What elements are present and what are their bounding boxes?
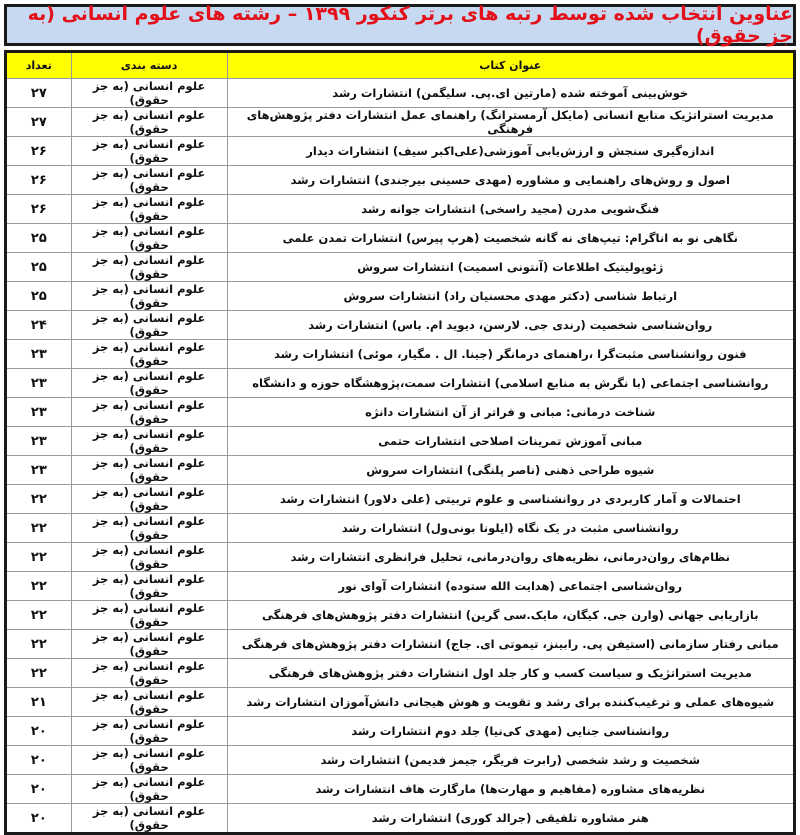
table-row	[6, 543, 795, 572]
book-title-cell: هنر مشاوره تلفیقی (جرالد کوری) انتشارات رشد	[227, 804, 794, 834]
count-cell: ۲۰	[6, 746, 72, 775]
table-row	[6, 340, 795, 369]
category-cell: علوم انسانی (به جز حقوق)	[71, 253, 227, 282]
count-cell: ۲۰	[6, 717, 72, 746]
book-title-cell: شیوه طراحی ذهنی (ناصر پلنگی) انتشارات سروش	[227, 456, 794, 485]
category-cell: علوم انسانی (به جز حقوق)	[71, 427, 227, 456]
book-title-cell: مدیریت استراتژیک منابع انسانی (مایکل آرمسترانگ) راهنمای عمل انتشارات دفتر پژوهش‌های فرهنگی	[227, 108, 794, 137]
book-title-cell: ژئوپولیتیک اطلاعات (آنتونی اسمیت) انتشارات سروش	[227, 253, 794, 282]
count-cell: ۲۶	[6, 166, 72, 195]
count-cell: ۲۶	[6, 137, 72, 166]
count-cell: ۲۵	[6, 253, 72, 282]
table-row	[6, 659, 795, 688]
count-cell: ۲۳	[6, 456, 72, 485]
table-row	[6, 456, 795, 485]
table-row	[6, 369, 795, 398]
count-cell: ۲۶	[6, 195, 72, 224]
category-cell: علوم انسانی (به جز حقوق)	[71, 456, 227, 485]
page-title: عناوین انتخاب شده توسط رتبه های برتر کنکور ۱۳۹۹ – رشته های علوم انسانی (به جز حقوق)	[27, 3, 793, 47]
book-title-cell: اصول و روش‌های راهنمایی و مشاوره (مهدی حسینی بیرجندی) انتشارات رشد	[227, 166, 794, 195]
category-cell: علوم انسانی (به جز حقوق)	[71, 630, 227, 659]
book-title-cell: مدیریت استراتژیک و سیاست کسب و کار جلد اول انتشارات دفتر پژوهش‌های فرهنگی	[227, 659, 794, 688]
count-cell: ۲۷	[6, 79, 72, 108]
book-title-cell: مبانی آموزش تمرینات اصلاحی انتشارات حتمی	[227, 427, 794, 456]
table-row	[6, 253, 795, 282]
book-title-cell: فنون روانشناسی مثبت‌گرا ،راهنمای درمانگر (جینا. ال . مگیار، موئی) انتشارات رشد	[227, 340, 794, 369]
table-row	[6, 804, 795, 834]
book-title-cell: احتمالات و آمار کاربردی در روانشناسی و علوم تربیتی (علی دلاور) انتشارات رشد	[227, 485, 794, 514]
category-cell: علوم انسانی (به جز حقوق)	[71, 601, 227, 630]
table-row	[6, 427, 795, 456]
book-title-cell: نظام‌های روان‌درمانی، نظریه‌های روان‌درمانی، تحلیل فرانظری انتشارات رشد	[227, 543, 794, 572]
table-row	[6, 572, 795, 601]
header-count: تعداد	[6, 52, 72, 79]
category-cell: علوم انسانی (به جز حقوق)	[71, 340, 227, 369]
count-cell: ۲۵	[6, 224, 72, 253]
category-cell: علوم انسانی (به جز حقوق)	[71, 717, 227, 746]
table-row	[6, 601, 795, 630]
category-cell: علوم انسانی (به جز حقوق)	[71, 224, 227, 253]
count-cell: ۲۷	[6, 108, 72, 137]
book-title-cell: خوش‌بینی آموخته شده (مارتین ای.پی. سلیگمن) انتشارات رشد	[227, 79, 794, 108]
table-row	[6, 717, 795, 746]
book-title-cell: شناخت درمانی: مبانی و فراتر از آن انتشارات دانژه	[227, 398, 794, 427]
count-cell: ۲۲	[6, 572, 72, 601]
count-cell: ۲۳	[6, 369, 72, 398]
category-cell: علوم انسانی (به جز حقوق)	[71, 804, 227, 834]
page-title-banner	[4, 4, 796, 46]
count-cell: ۲۳	[6, 427, 72, 456]
table-row	[6, 108, 795, 137]
category-cell: علوم انسانی (به جز حقوق)	[71, 79, 227, 108]
count-cell: ۲۲	[6, 630, 72, 659]
table-row	[6, 485, 795, 514]
count-cell: ۲۲	[6, 485, 72, 514]
book-title-cell: فنگ‌شویی مدرن (مجید راسخی) انتشارات جوانه رشد	[227, 195, 794, 224]
table-row	[6, 137, 795, 166]
table-body	[6, 79, 795, 834]
category-cell: علوم انسانی (به جز حقوق)	[71, 369, 227, 398]
category-cell: علوم انسانی (به جز حقوق)	[71, 514, 227, 543]
category-cell: علوم انسانی (به جز حقوق)	[71, 137, 227, 166]
count-cell: ۲۲	[6, 543, 72, 572]
table-row	[6, 224, 795, 253]
category-cell: علوم انسانی (به جز حقوق)	[71, 108, 227, 137]
book-title-cell: بازاریابی جهانی (وارن جی. کیگان، مایک.سی گرین) انتشارات دفتر پژوهش‌های فرهنگی	[227, 601, 794, 630]
category-cell: علوم انسانی (به جز حقوق)	[71, 659, 227, 688]
header-category: دسته بندی	[71, 52, 227, 79]
table-row	[6, 282, 795, 311]
book-title-cell: روان‌شناسی شخصیت (رندی جی. لارسن، دیوید ام. باس) انتشارات رشد	[227, 311, 794, 340]
category-cell: علوم انسانی (به جز حقوق)	[71, 166, 227, 195]
book-title-cell: نگاهی نو به اناگرام: تیپ‌های نه گانه شخصیت (هرپ پیرس) انتشارات تمدن علمی	[227, 224, 794, 253]
table-row	[6, 195, 795, 224]
book-title-cell: روان‌شناسی اجتماعی (هدایت الله ستوده) انتشارات آوای نور	[227, 572, 794, 601]
book-title-cell: اندازه‌گیری سنجش و ارزش‌یابی آموزشی(علی‌اکبر سیف) انتشارات دیدار	[227, 137, 794, 166]
book-title-cell: روانشناسی مثبت در یک نگاه (ایلونا بونی‌ول) انتشارات رشد	[227, 514, 794, 543]
category-cell: علوم انسانی (به جز حقوق)	[71, 688, 227, 717]
books-table	[4, 50, 796, 835]
count-cell: ۲۱	[6, 688, 72, 717]
table-row	[6, 514, 795, 543]
header-title: عنوان کتاب	[227, 52, 794, 79]
count-cell: ۲۳	[6, 340, 72, 369]
category-cell: علوم انسانی (به جز حقوق)	[71, 746, 227, 775]
category-cell: علوم انسانی (به جز حقوق)	[71, 572, 227, 601]
count-cell: ۲۵	[6, 282, 72, 311]
category-cell: علوم انسانی (به جز حقوق)	[71, 543, 227, 572]
count-cell: ۲۰	[6, 804, 72, 834]
table-row	[6, 688, 795, 717]
count-cell: ۲۴	[6, 311, 72, 340]
category-cell: علوم انسانی (به جز حقوق)	[71, 775, 227, 804]
table-row	[6, 166, 795, 195]
book-title-cell: روانشناسی جنایی (مهدی کی‌نیا) جلد دوم انتشارات رشد	[227, 717, 794, 746]
table-row	[6, 630, 795, 659]
table-row	[6, 746, 795, 775]
category-cell: علوم انسانی (به جز حقوق)	[71, 311, 227, 340]
table-row	[6, 775, 795, 804]
book-title-cell: مبانی رفتار سازمانی (استیفن پی. رابینز، تیموتی ای. جاج) انتشارات دفتر پژوهش‌های فرهنگی	[227, 630, 794, 659]
count-cell: ۲۳	[6, 398, 72, 427]
book-title-cell: روانشناسی اجتماعی (با نگرش به منابع اسلامی) انتشارات سمت،پژوهشگاه حوزه و دانشگاه	[227, 369, 794, 398]
book-title-cell: شخصیت و رشد شخصی (رابرت فریگر، جیمز فدیمن) انتشارات رشد	[227, 746, 794, 775]
category-cell: علوم انسانی (به جز حقوق)	[71, 398, 227, 427]
category-cell: علوم انسانی (به جز حقوق)	[71, 485, 227, 514]
table-header-row	[6, 52, 795, 79]
table-row	[6, 79, 795, 108]
table-row	[6, 398, 795, 427]
category-cell: علوم انسانی (به جز حقوق)	[71, 195, 227, 224]
category-cell: علوم انسانی (به جز حقوق)	[71, 282, 227, 311]
book-title-cell: نظریه‌های مشاوره (مفاهیم و مهارت‌ها) مارگارت هاف انتشارات رشد	[227, 775, 794, 804]
table-row	[6, 311, 795, 340]
count-cell: ۲۲	[6, 601, 72, 630]
book-title-cell: ارتباط شناسی (دکتر مهدی محسنیان راد) انتشارات سروش	[227, 282, 794, 311]
count-cell: ۲۲	[6, 659, 72, 688]
count-cell: ۲۰	[6, 775, 72, 804]
book-title-cell: شیوه‌های عملی و ترغیب‌کننده برای رشد و تقویت و هوش هیجانی دانش‌آموزان انتشارات رشد	[227, 688, 794, 717]
count-cell: ۲۲	[6, 514, 72, 543]
